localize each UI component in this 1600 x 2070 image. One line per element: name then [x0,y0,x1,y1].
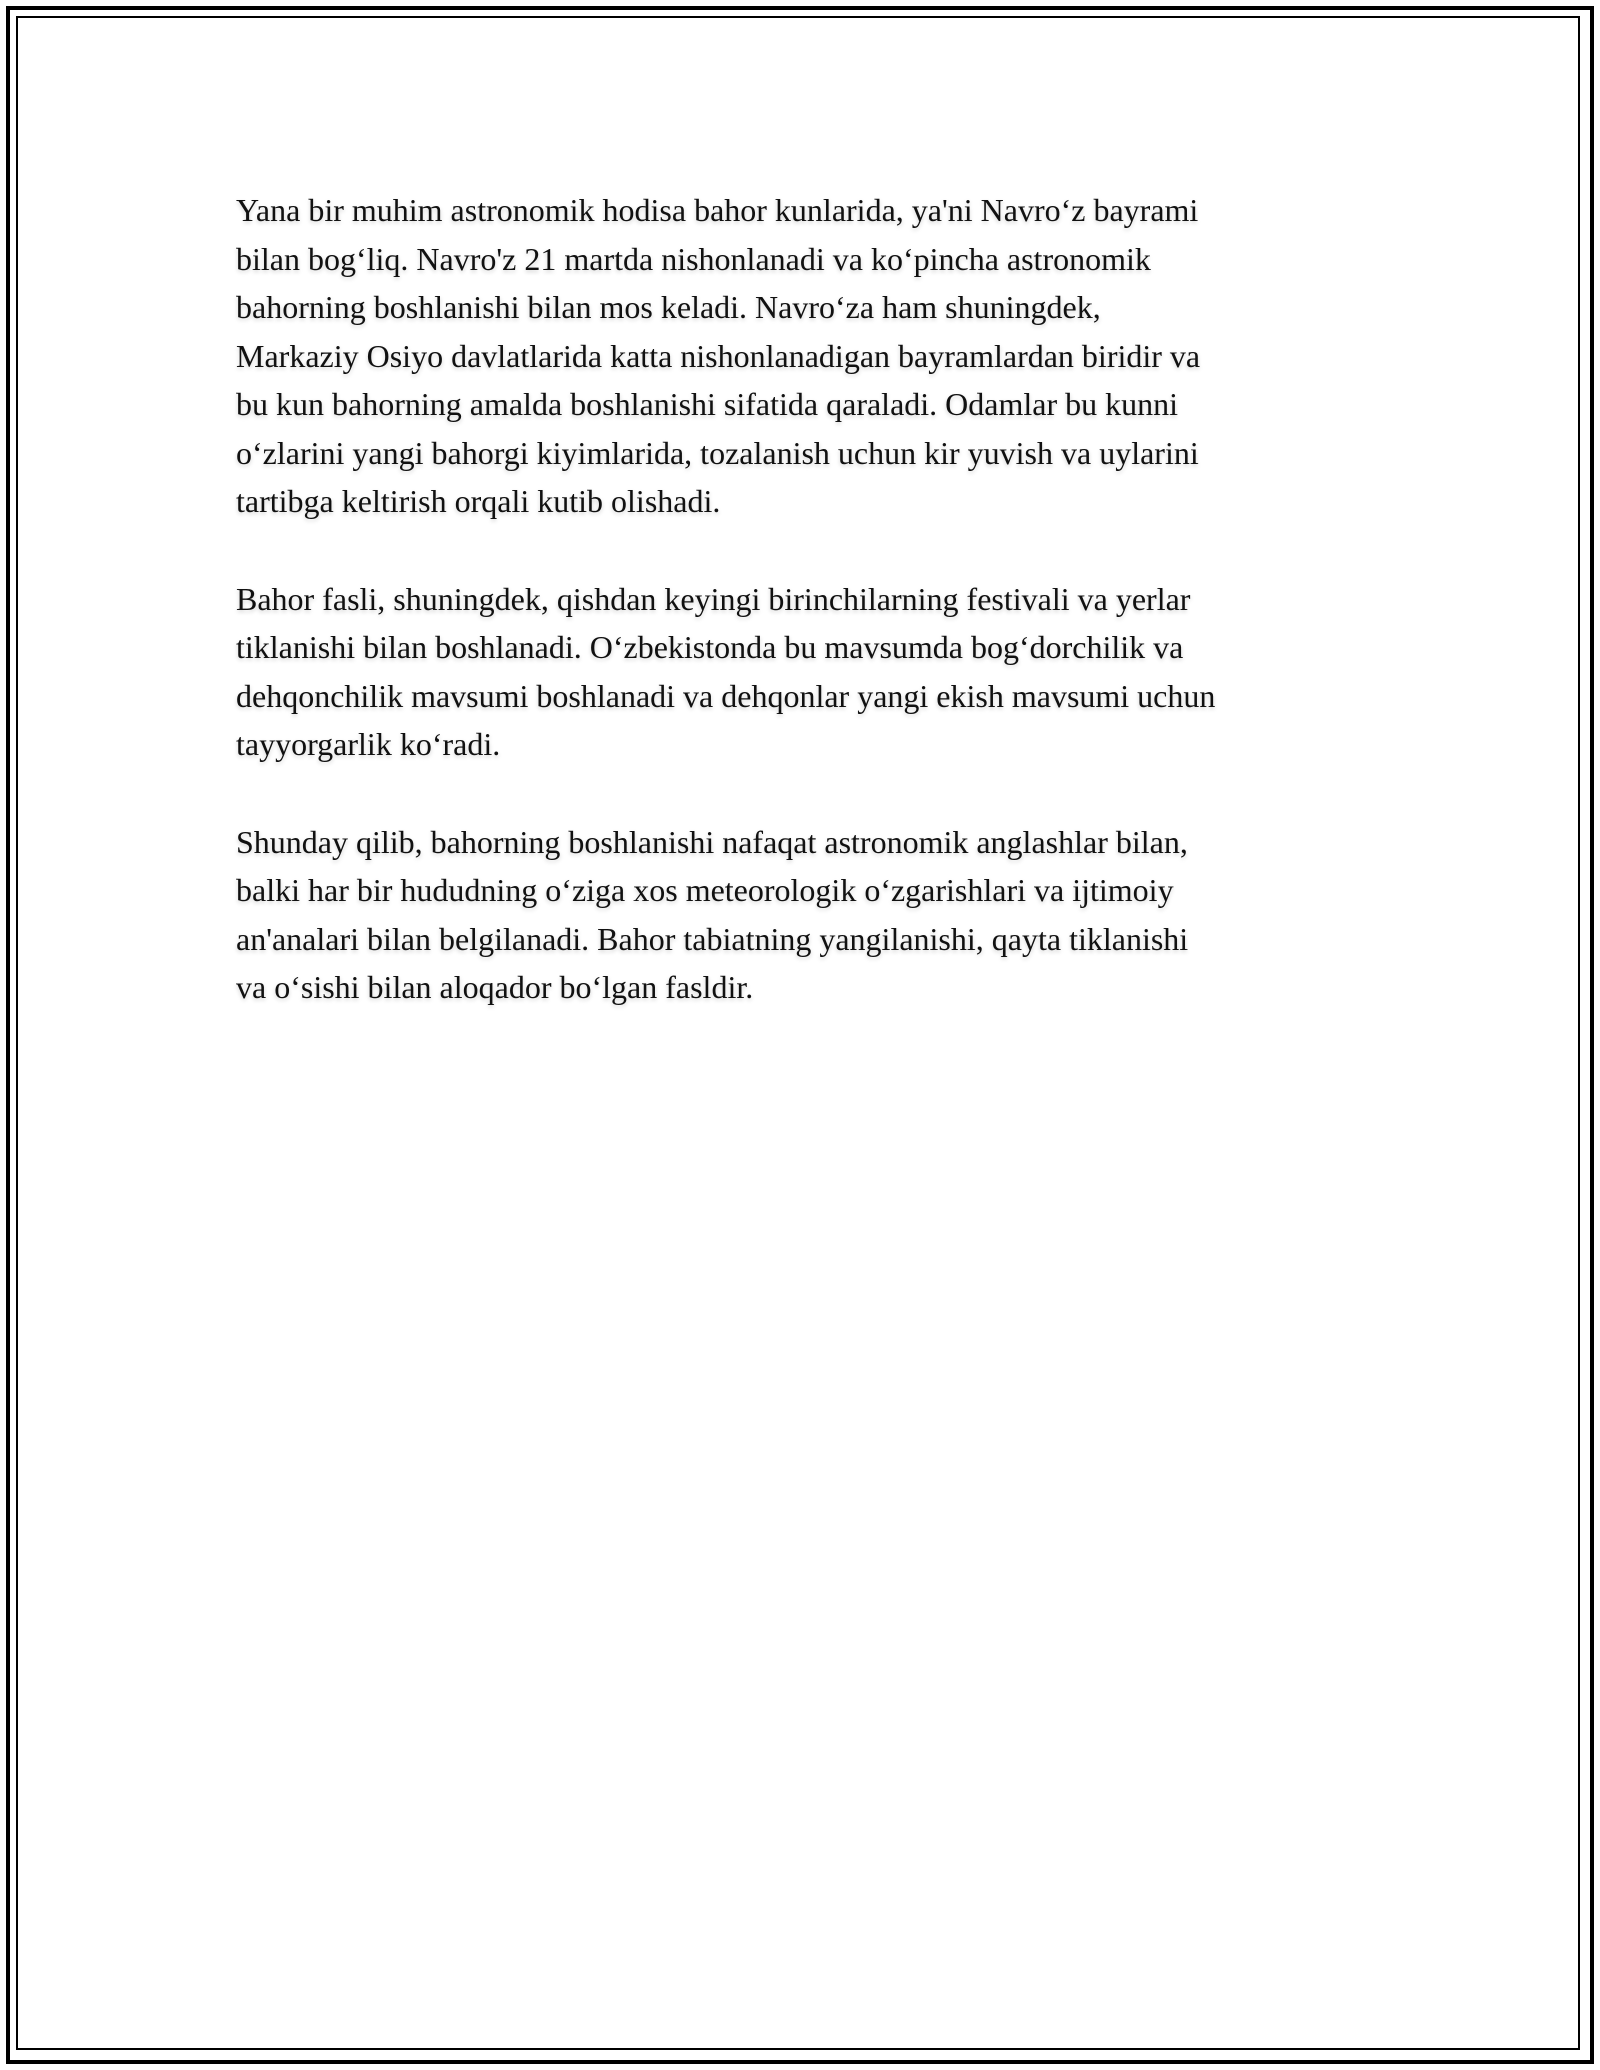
paragraph-1: Yana bir muhim astronomik hodisa bahor kunlarida, ya'ni Navro‘z bayrami bilan bog‘liq. Navro'z 21 martda nishonlanadi va ko‘pincha astronomik bahorning boshlanishi bilan mos keladi. Navro‘za ham shuningdek, Markaziy Osiyo davlatlarida katta nishonlanadigan bayramlardan biridir va bu kun bahorning amalda boshlanishi sifatida qaraladi. Odamlar bu kunni o‘zlarini yangi bahorgi kiyimlarida, tozalanish uchun kir yuvish va uylarini tartibga keltirish orqali kutib olishadi. [236,192,1201,519]
paragraph-2: Bahor fasli, shuningdek, qishdan keyingi birinchilarning festivali va yerlar tiklanishi bilan boshlanadi. O‘zbekistonda bu mavsumda bog‘dorchilik va dehqonchilik mavsumi boshlanadi va dehqonlar yangi ekish mavsumi uchun tayyorgarlik ko‘radi. [236,580,1216,762]
document-body [236,186,1396,1061]
paragraph-3: Shunday qilib, bahorning boshlanishi nafaqat astronomik anglashlar bilan, balki har bir hududning o‘ziga xos meteorologik o‘zgarishlari va ijtimoiy an'analari bilan belgilanadi. Bahor tabiatning yangilanishi, qayta tiklanishi va o‘sishi bilan aloqador bo‘lgan fasldir. [236,823,1189,1005]
